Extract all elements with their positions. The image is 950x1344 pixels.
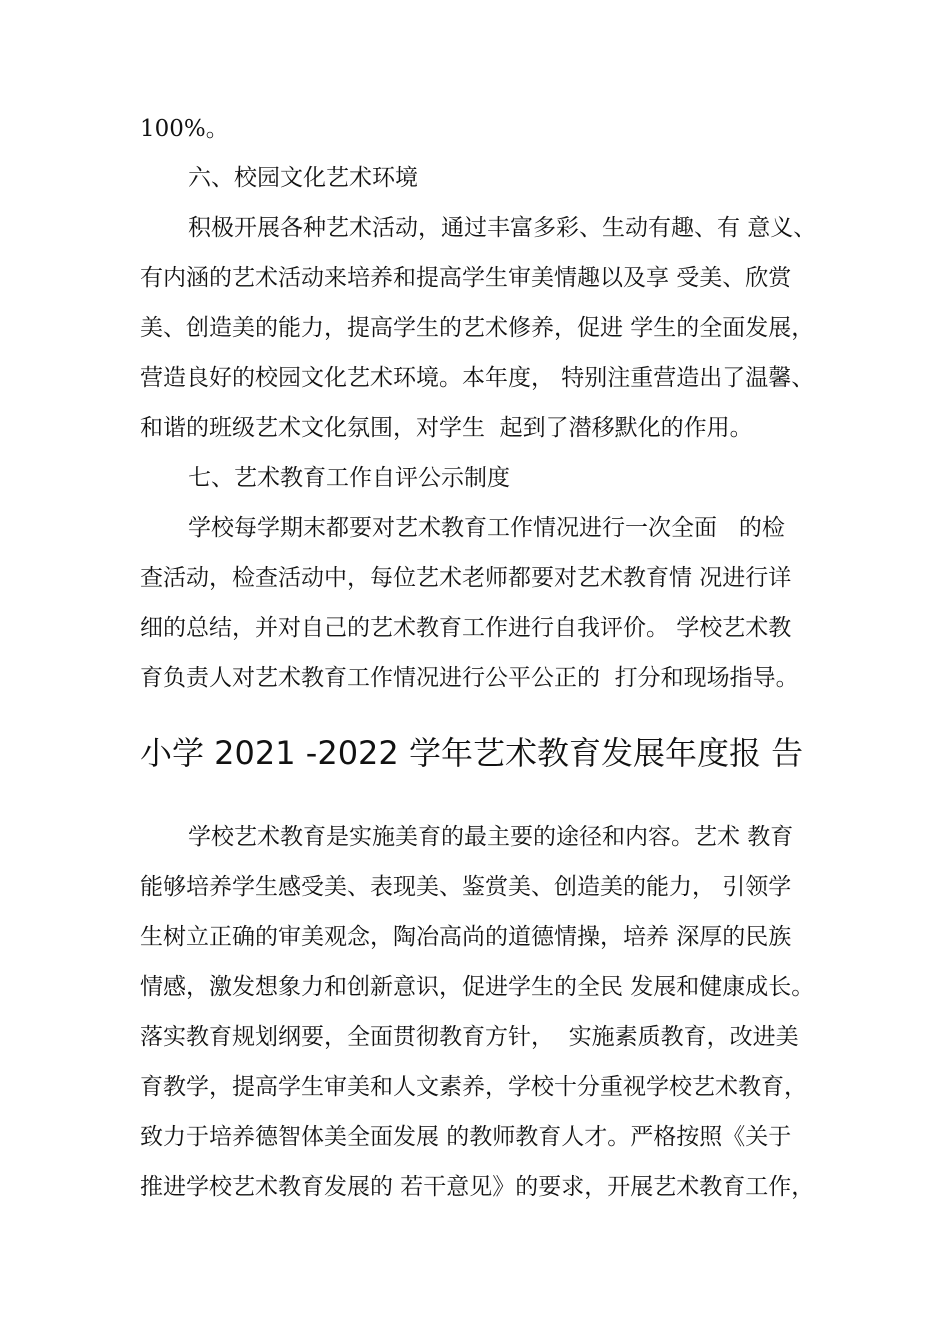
section-7-line: 查活动，检查活动中，每位艺术老师都要对艺术教育情 况进行详 (140, 565, 792, 591)
section-7-line: 细的总结，并对自己的艺术教育工作进行自我评价。 学校艺术教 (140, 615, 792, 641)
section-6-line: 和谐的班级艺术文化氛围，对学生 起到了潜移默化的作用。 (140, 415, 753, 441)
report-body-line: 情感，激发想象力和创新意识，促进学生的全民 发展和健康成长。 (140, 974, 815, 1000)
previous-section-tail: 100%。 (140, 116, 229, 142)
report-title: 小学 2021 -2022 学年艺术教育发展年度报 告 (140, 734, 804, 772)
report-body-line: 落实教育规划纲要，全面贯彻教育方针， 实施素质教育，改进美 (140, 1024, 799, 1050)
section-6-line: 营造良好的校园文化艺术环境。本年度， 特别注重营造出了温馨、 (140, 365, 815, 391)
report-body-line: 学校艺术教育是实施美育的最主要的途径和内容。艺术 教育 (188, 824, 794, 850)
report-body-line: 致力于培养德智体美全面发展 的教师教育人才。严格按照《关于 (140, 1124, 792, 1150)
section-6-line: 有内涵的艺术活动来培养和提高学生审美情趣以及享 受美、欣赏 (140, 265, 792, 291)
section-6-line: 美、创造美的能力，提高学生的艺术修养，促进 学生的全面发展， (140, 315, 815, 341)
report-body-line: 育教学，提高学生审美和人文素养，学校十分重视学校艺术教育， (140, 1074, 807, 1100)
section-6-heading: 六、校园文化艺术环境 (188, 165, 418, 191)
section-6-line: 积极开展各种艺术活动，通过丰富多彩、生动有趣、有 意义、 (188, 215, 817, 241)
section-7-heading: 七、艺术教育工作自评公示制度 (188, 465, 510, 491)
report-body-line: 能够培养学生感受美、表现美、鉴赏美、创造美的能力， 引领学 (140, 874, 792, 900)
section-7-line: 学校每学期末都要对艺术教育工作情况进行一次全面 的检 (188, 515, 785, 541)
report-body-line: 生树立正确的审美观念，陶冶高尚的道德情操，培养 深厚的民族 (140, 924, 792, 950)
report-body-line: 推进学校艺术教育发展的 若干意见》的要求，开展艺术教育工作， (140, 1174, 815, 1200)
section-7-line: 育负责人对艺术教育工作情况进行公平公正的 打分和现场指导。 (140, 665, 799, 691)
